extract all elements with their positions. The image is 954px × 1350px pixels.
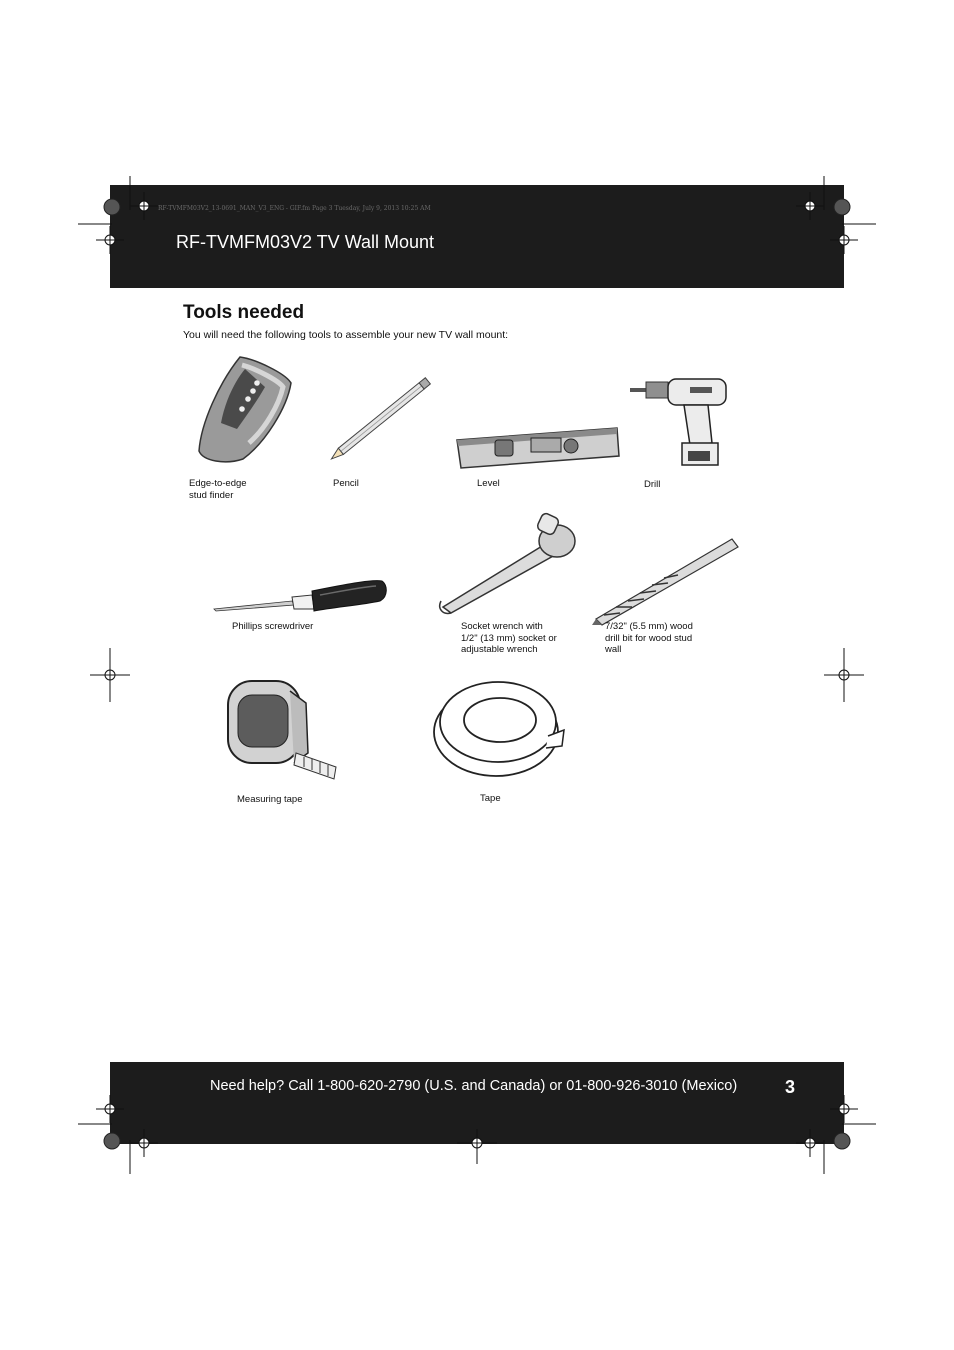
help-line: Need help? Call 1-800-620-2790 (U.S. and Canada) or 01-800-926-3010 (Mexico) [210, 1078, 738, 1094]
tool-caption-tape: Tape [480, 793, 501, 804]
tool-caption-drill: Drill [644, 479, 661, 490]
print-slug: RF-TVMFM03V2_13-0691_MAN_V3_ENG - GIF.fm Page 3 Tuesday, July 9, 2013 10:25 AM [158, 205, 431, 212]
tool-caption-phillips-screwdriver: Phillips screwdriver [232, 621, 314, 632]
document-title: RF-TVMFM03V2 TV Wall Mount [176, 232, 435, 252]
section-intro: You will need the following tools to assemble your new TV wall mount: [183, 329, 509, 341]
tool-caption-level: Level [477, 478, 500, 489]
tool-caption-measuring-tape: Measuring tape [237, 794, 303, 805]
section-title: Tools needed [183, 302, 305, 323]
page-number: 3 [785, 1077, 796, 1097]
tool-caption-stud-finder: Edge-to-edge stud finder [189, 478, 247, 501]
tool-caption-pencil: Pencil [333, 478, 359, 489]
tool-caption-socket-wrench: Socket wrench with 1/2" (13 mm) socket or adjustable wrench [461, 621, 557, 655]
tool-caption-drill-bit: 7/32" (5.5 mm) wood drill bit for wood stud wall [605, 621, 693, 655]
